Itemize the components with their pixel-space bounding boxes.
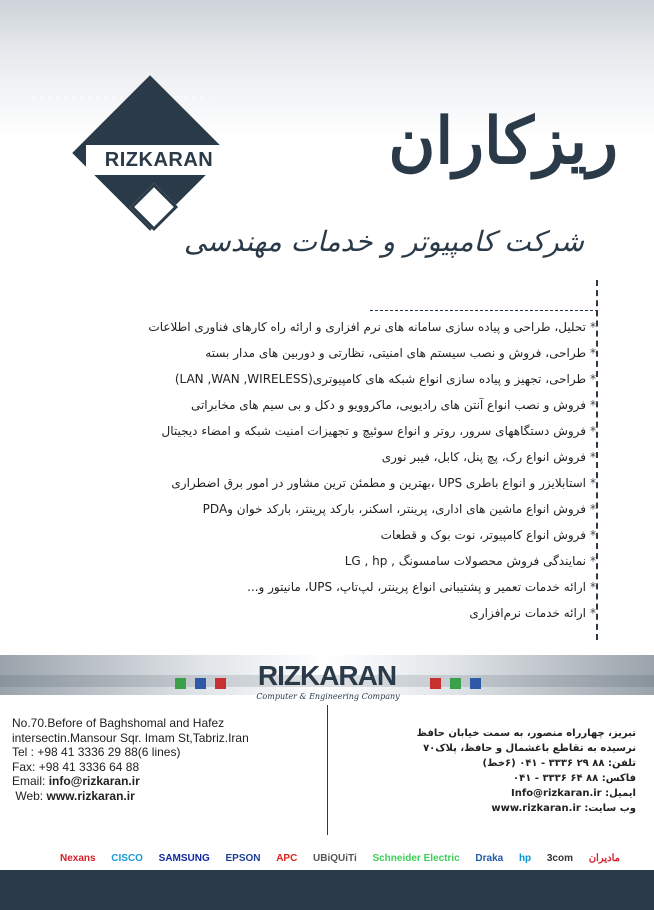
- email-row: Email: info@rizkaran.ir: [12, 774, 140, 788]
- bullet-icon: *: [590, 398, 596, 412]
- 3com-logo: 3com: [546, 852, 573, 864]
- bullet-icon: *: [590, 424, 596, 438]
- fa-email-row: ایمیل: Info@rizkaran.ir: [511, 788, 636, 799]
- nexans-logo: Nexans: [60, 852, 96, 864]
- bullet-icon: *: [590, 372, 596, 386]
- services-list: [136, 318, 596, 630]
- logo-text: RIZKARAN: [86, 145, 232, 175]
- bullet-icon: *: [590, 450, 596, 464]
- fa-web-link[interactable]: www.rizkaran.ir: [491, 803, 581, 814]
- tel-value: +98 41 3336 29 88(6 lines): [37, 745, 181, 759]
- email-link[interactable]: info@rizkaran.ir: [48, 774, 140, 788]
- bullet-icon: *: [590, 528, 596, 542]
- cisco-logo: CISCO: [111, 852, 143, 864]
- bullet-icon: *: [590, 476, 596, 490]
- service-item: *فروش انواع ماشین های اداری، پرینتر، اسکنر، بارکد پرینتر، بارکد خوان وPDA: [202, 502, 596, 516]
- schneider-logo: Schneider Electric: [372, 852, 460, 864]
- decorative-dots: [30, 96, 210, 99]
- horizontal-divider: [370, 310, 598, 311]
- bullet-icon: *: [590, 580, 596, 594]
- contact-persian: [336, 726, 636, 816]
- bottom-bar: [0, 870, 654, 910]
- footer-brand-name: RIZKARAN: [257, 660, 397, 691]
- bullet-icon: *: [590, 502, 596, 516]
- fa-email-link[interactable]: Info@rizkaran.ir: [511, 788, 602, 799]
- epson-logo: EPSON: [225, 852, 261, 864]
- company-title: ریزکاران: [388, 104, 618, 179]
- partner-logos: [60, 848, 620, 868]
- color-square: [195, 678, 206, 689]
- color-square: [470, 678, 481, 689]
- contact-english: [12, 716, 312, 803]
- bullet-icon: *: [590, 554, 596, 568]
- service-item: *فروش انواع رک، پچ پنل، کابل، فیبر نوری: [381, 450, 596, 464]
- color-square: [450, 678, 461, 689]
- service-item: *طراحی، فروش و نصب سیستم های امنیتی، نظارتی و دوربین های مدار بسته: [205, 346, 596, 360]
- color-square: [215, 678, 226, 689]
- fa-tel: تلفن: ۸۸ ۲۹ ۳۳۳۶ - ۰۴۱ (۶خط): [482, 758, 636, 769]
- fa-address-line-1: تبریز، چهارراه منصور، به سمت خیابان حافظ: [416, 728, 636, 739]
- color-square: [175, 678, 186, 689]
- madiran-logo: مادیران: [588, 852, 620, 864]
- draka-logo: Draka: [475, 852, 504, 864]
- apc-logo: APC: [276, 852, 298, 864]
- fax-row: Fax: +98 41 3336 64 88: [12, 759, 140, 774]
- samsung-logo: SAMSUNG: [158, 852, 210, 864]
- service-item: *فروش و نصب انواع آنتن های رادیویی، ماکروویو و دکل و بی سیم های مخابراتی: [190, 398, 596, 412]
- web-row: Web: www.rizkaran.ir: [15, 788, 135, 803]
- hp-logo: hp: [518, 852, 532, 864]
- service-item: *فروش دستگاههای سرور، روتر و انواع سوئیچ و تجهیزات امنیت شبکه و امضاء دیجیتال: [161, 424, 596, 438]
- service-item: *ارائه خدمات نرم‌افزاری: [469, 606, 596, 620]
- color-square: [430, 678, 441, 689]
- tel-row: Tel : +98 41 3336 29 88(6 lines): [12, 745, 181, 759]
- address-line-2: intersectin.Mansour Sqr. Imam St,Tabriz.Iran: [12, 730, 249, 745]
- bullet-icon: *: [590, 346, 596, 360]
- bullet-icon: *: [590, 320, 596, 334]
- footer-brand-tagline: Computer & Engineering Company: [256, 692, 400, 701]
- service-item: *تحلیل، طراحی و پیاده سازی سامانه های نرم افزاری و ارائه راه کارهای فناوری اطلاعات: [148, 320, 596, 334]
- fa-web-row: وب سایت: www.rizkaran.ir: [491, 803, 636, 814]
- fax-value: +98 41 3336 64 88: [38, 759, 140, 774]
- service-item: *ارائه خدمات تعمیر و پشتیبانی انواع پرینتر، لپ‌تاپ، UPS، مانیتور و...: [247, 580, 596, 594]
- fa-address-line-2: نرسیده به تقاطع باغشمال و حافظ، پلاک۷۰: [423, 743, 636, 754]
- contact-divider: [327, 705, 328, 835]
- service-item: *استابلایزر و انواع باطری UPS ،بهترین و مطمئن ترین مشاور در امور برق اضطراری: [171, 476, 596, 490]
- address-line-1: No.70.Before of Baghshomal and Hafez: [12, 716, 225, 730]
- service-item: *فروش انواع کامپیوتر، نوت بوک و قطعات: [380, 528, 596, 542]
- ubiquiti-logo: UBiQUiTi: [313, 852, 357, 864]
- web-link[interactable]: www.rizkaran.ir: [46, 788, 135, 803]
- bullet-icon: *: [590, 606, 596, 620]
- service-item: *نمایندگی فروش محصولات سامسونگ , LG , hp: [344, 554, 596, 568]
- company-subtitle: شرکت کامپیوتر و خدمات مهندسی: [183, 225, 584, 258]
- fa-fax: فاکس: ۸۸ ۶۴ ۳۳۳۶ - ۰۴۱: [513, 773, 636, 784]
- service-item: *طراحی، تجهیز و پیاده سازی انواع شبکه های کامپیوتری(LAN ,WAN ,WIRELESS): [174, 372, 596, 386]
- vertical-divider: [596, 280, 598, 640]
